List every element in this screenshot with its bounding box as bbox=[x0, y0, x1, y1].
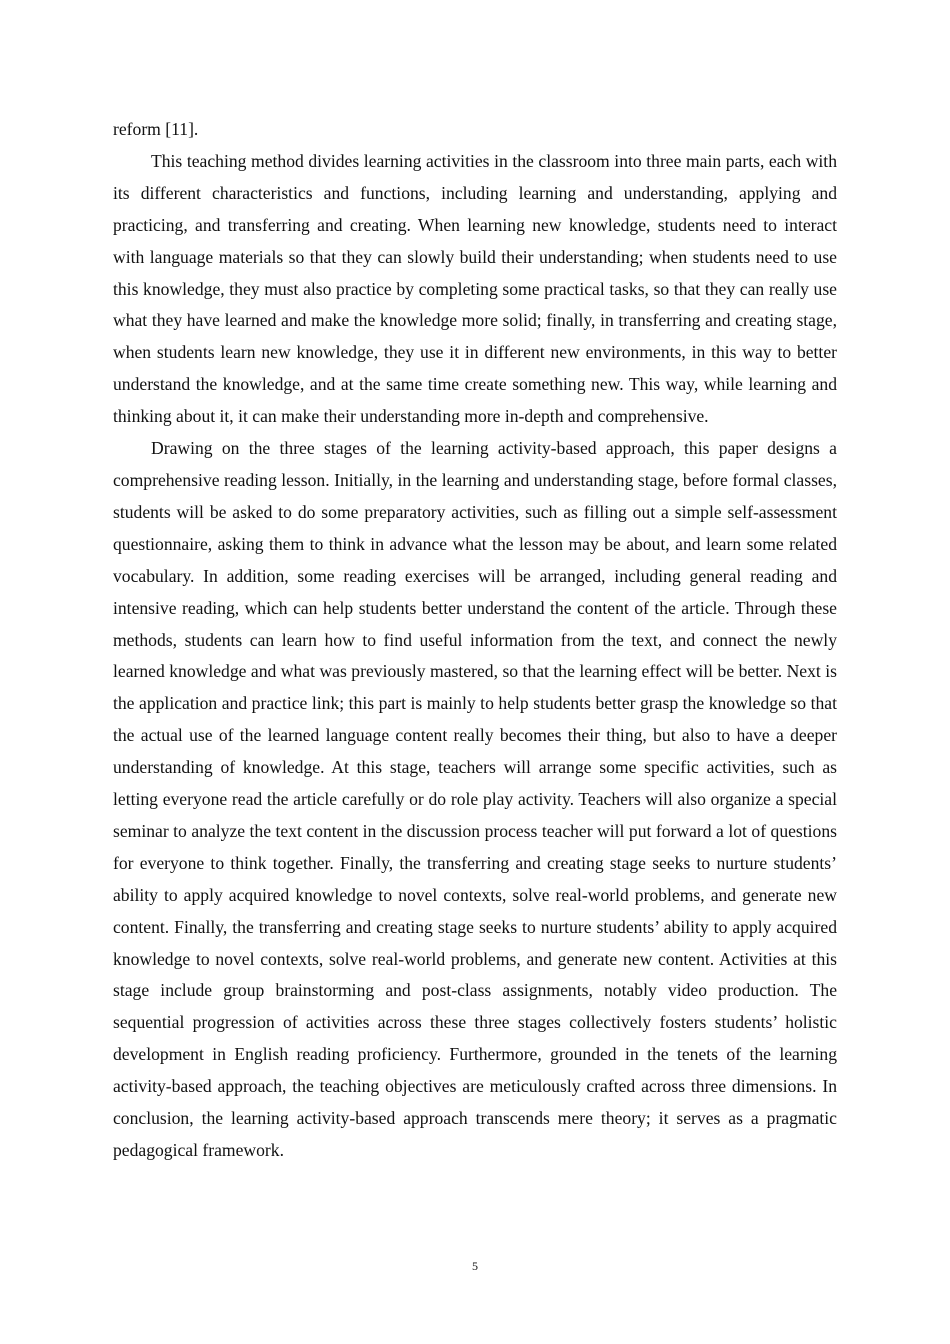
document-body bbox=[113, 114, 837, 1167]
paragraph-continuation: reform [11]. bbox=[113, 119, 199, 139]
paragraph-teaching-method: This teaching method divides learning activities in the classroom into three main parts, each with its different characteristics and functions, including learning and understanding, applying and practicing, and transferring and creating. When learning new knowledge, students need to interact with language materials so that they can slowly build their understanding; when students need to use this knowledge, they must also practice by completing some practical tasks, so that they can really use what they have learned and make the knowledge more solid; finally, in transferring and creating stage, when students learn new knowledge, they use it in different new environments, in this way to better understand the knowledge, and at the same time create something new. This way, while learning and thinking about it, it can make their understanding more in-depth and comprehensive. bbox=[113, 150, 837, 427]
page-number: 5 bbox=[472, 1259, 478, 1273]
paragraph-lesson-design: Drawing on the three stages of the learning activity-based approach, this paper designs a comprehensive reading lesson. Initially, in the learning and understanding stage, before formal classes, students will be asked to do some preparatory activities, such as filling out a simple self-assessment questionnaire, asking them to think in advance what the lesson may be about, and learn some related vocabulary. In addition, some reading exercises will be arranged, including general reading and intensive reading, which can help students better understand the content of the article. Through these methods, students can learn how to find useful information from the text, and connect the newly learned knowledge and what was previously mastered, so that the learning effect will be better. Next is the application and practice link; this part is mainly to help students better grasp the knowledge so that the actual use of the learned language content really becomes their thing, but also to have a deeper understanding of knowledge. At this stage, teachers will arrange some specific activities, such as letting everyone read the article carefully or do role play activity. Teachers will also organize a special seminar to analyze the text content in the discussion process teacher will put forward a lot of questions for everyone to think together. Finally, the transferring and creating stage seeks to nurture students’ ability to apply acquired knowledge to novel contexts, solve real-world problems, and generate new content. Finally, the transferring and creating stage seeks to nurture students’ ability to apply acquired knowledge to novel contexts, solve real-world problems, and generate new content. Activities at this stage include group brainstorming and post-class assignments, notably video production. The sequential progression of activities across these three stages collectively fosters students’ holistic development in English reading proficiency. Furthermore, grounded in the tenets of the learning activity-based approach, the teaching objectives are meticulously crafted across three dimensions. In conclusion, the learning activity-based approach transcends mere theory; it serves as a pragmatic pedagogical framework. bbox=[113, 438, 837, 1160]
